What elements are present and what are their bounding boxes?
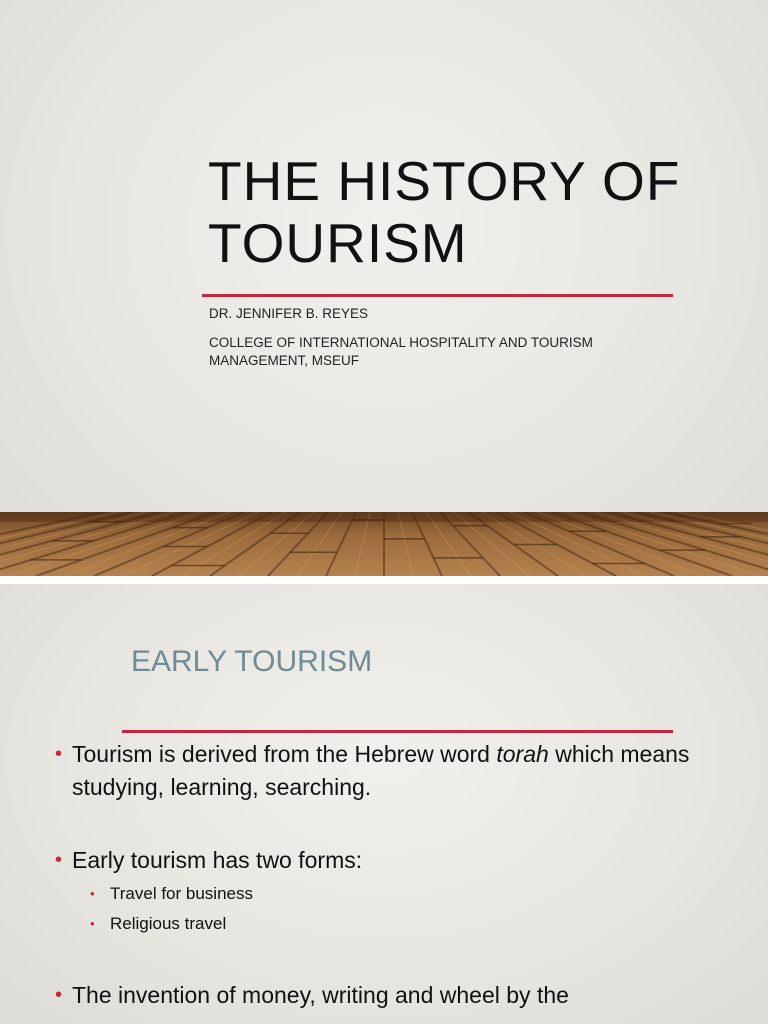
author-affiliation: COLLEGE OF INTERNATIONAL HOSPITALITY AND TOURISM MANAGEMENT, MSEUF (209, 335, 593, 368)
bullet-icon: • (55, 849, 63, 871)
wood-floor-image (0, 512, 768, 576)
bullet-item (55, 738, 745, 804)
title-divider (202, 294, 673, 297)
sub-bullet-icon: • (90, 916, 95, 931)
bullet-text: Tourism is derived from the Hebrew word (72, 741, 497, 767)
title-line-1: THE HISTORY OF (208, 150, 681, 212)
sub-bullet-text: Religious travel (110, 914, 227, 933)
bullet-item (55, 844, 745, 877)
presentation-title (208, 150, 728, 274)
title-divider (122, 730, 673, 733)
sub-bullet-text: Travel for business (110, 884, 253, 903)
author-name: DR. JENNIFER B. REYES (209, 306, 369, 321)
title-line-2: TOURISM (208, 212, 468, 274)
sub-bullet-item (90, 909, 745, 939)
bullet-text: The invention of money, writing and wheel by the (72, 982, 569, 1008)
bullet-icon: • (55, 984, 63, 1006)
bullet-list (55, 738, 745, 1012)
bullet-icon: • (55, 743, 63, 765)
slide-gap (0, 576, 768, 584)
bullet-item (55, 979, 745, 1012)
sub-bullet-item (90, 879, 745, 909)
bullet-text: which means studying, learning, searching. (72, 741, 690, 800)
bullet-emphasis: torah (496, 741, 549, 767)
content-slide (0, 584, 768, 1024)
slide-title: EARLY TOURISM (131, 645, 373, 678)
sub-bullet-icon: • (90, 886, 95, 901)
bullet-text: Early tourism has two forms: (72, 847, 363, 873)
